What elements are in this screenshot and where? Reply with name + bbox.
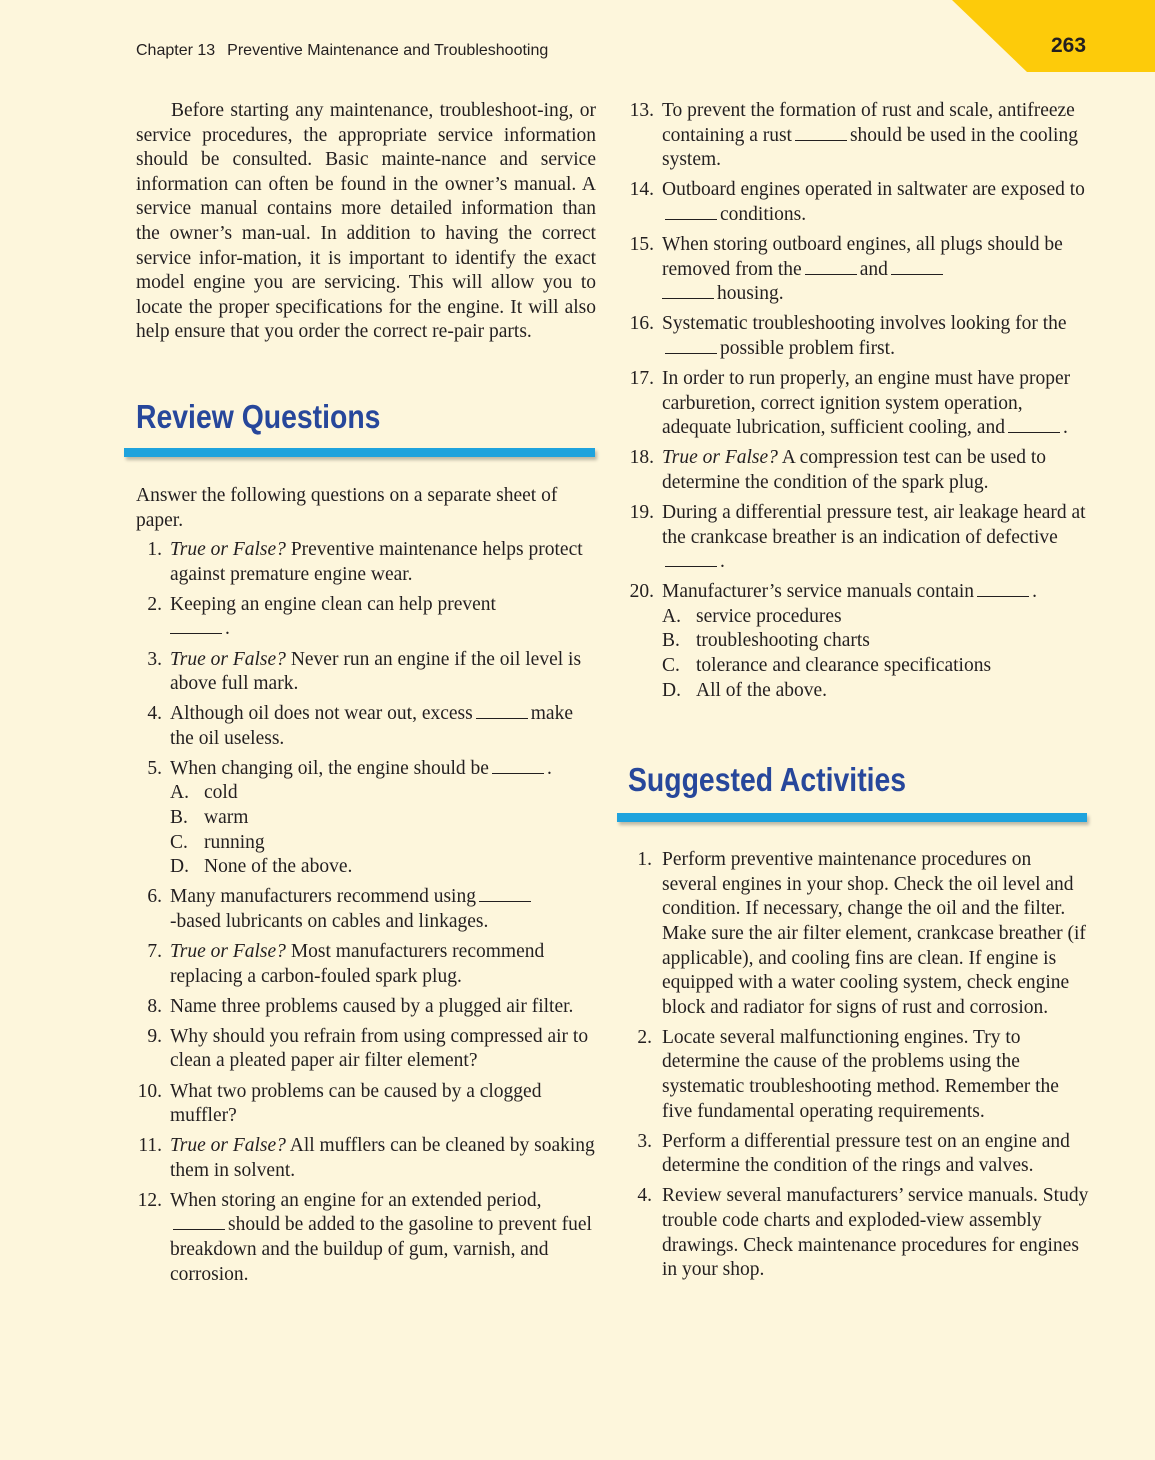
- question-text: A compression test can be used to determine the condition of the spark plug.: [662, 447, 1047, 493]
- question-list: [136, 538, 596, 1287]
- question-number: 11.: [138, 1135, 162, 1157]
- answer-blank: [492, 758, 544, 774]
- question-number: 5.: [147, 757, 162, 779]
- intro-line: nance and service information can often be found in the owner’s manual. A service manual contains more detailed information than the owner’s man-: [136, 149, 596, 244]
- question-text-end: possible problem first.: [720, 337, 895, 359]
- activity-item: [628, 848, 1090, 1020]
- question-item: [136, 757, 596, 880]
- option-item: [662, 629, 1090, 654]
- page-number: 263: [1051, 34, 1087, 57]
- option-item: [170, 855, 596, 880]
- answer-blank: [173, 1214, 225, 1230]
- question-text: Manufacturer’s service manuals contain: [662, 581, 975, 603]
- question-text-end: housing.: [717, 283, 784, 305]
- question-text: When changing oil, the engine should be: [170, 757, 489, 779]
- question-number: 9.: [147, 1025, 162, 1047]
- question-number: 2.: [147, 593, 162, 615]
- answer-blank: [805, 259, 857, 275]
- question-text: To prevent the formation of rust and scale, antifreeze containing a rust: [662, 100, 1075, 146]
- option-text: warm: [204, 807, 249, 829]
- question-text-end: .: [1062, 417, 1068, 439]
- question-text: Many manufacturers recommend using: [170, 886, 476, 908]
- question-item: [136, 940, 596, 989]
- option-text: None of the above.: [204, 856, 353, 878]
- answer-blank: [665, 338, 717, 354]
- chapter-title: Preventive Maintenance and Troubleshooting: [227, 42, 549, 59]
- question-item: [628, 312, 1090, 361]
- option-text: running: [204, 831, 265, 853]
- question-item: [628, 99, 1090, 173]
- option-list: [170, 781, 596, 879]
- intro-line: ual. In addition to having the correct service infor-: [136, 222, 596, 269]
- question-text-end: conditions.: [720, 203, 807, 225]
- question-number: 4.: [147, 703, 162, 725]
- activity-text: Perform a differential pressure test on an engine and determine the condition of the rings and valves.: [662, 1130, 1070, 1177]
- question-item: [136, 538, 596, 587]
- question-text: When storing an engine for an extended period,: [170, 1189, 542, 1211]
- question-item: [628, 446, 1090, 495]
- question-item: [136, 1080, 596, 1129]
- question-item: [628, 233, 1090, 307]
- answer-blank: [1008, 417, 1060, 433]
- question-text: During a differential pressure test, air leakage heard at the crankcase breather is an indication of defective: [662, 501, 1086, 548]
- running-head: [136, 42, 548, 60]
- question-text: Never run an engine if the oil level is above full mark.: [170, 648, 582, 695]
- question-item: [628, 580, 1090, 703]
- question-number: 20.: [629, 581, 654, 603]
- question-text-end: .: [1032, 581, 1037, 603]
- option-letter: D.: [662, 679, 681, 701]
- option-item: [662, 605, 1090, 630]
- question-item: [136, 702, 596, 751]
- answer-blank: [170, 618, 222, 634]
- question-text: Preventive maintenance helps protect against premature engine wear.: [170, 539, 583, 585]
- option-text: tolerance and clearance specifications: [696, 654, 992, 676]
- question-text-end: should be added to the gasoline to prevent fuel breakdown and the buildup of gum, varnish, and corrosion.: [170, 1214, 592, 1285]
- activity-item: [628, 1184, 1090, 1282]
- question-number: 18.: [629, 447, 654, 469]
- option-text: All of the above.: [696, 679, 828, 701]
- question-item: [136, 1189, 596, 1287]
- question-text-end: should be used in the cooling system.: [662, 124, 1078, 171]
- question-number: 8.: [147, 995, 162, 1017]
- activity-text: Perform preventive maintenance procedures on several engines in your shop. Check the oil level and condition. If necessary, change the oil and the filter. Make sure the air filter element, crankcase breather (if applicable), and cooling fins are clean. If engine is equipped with a water cooling system, check engine block and radiator for signs of rust and corrosion.: [662, 849, 1086, 1018]
- question-item: [136, 648, 596, 697]
- suggested-activities-heading: Suggested Activities: [628, 761, 907, 799]
- question-item: [628, 367, 1090, 441]
- question-number: 17.: [629, 367, 654, 389]
- option-text: cold: [204, 782, 238, 804]
- question-number: 3.: [147, 648, 162, 670]
- answer-blank: [795, 125, 847, 141]
- question-item: [136, 1025, 596, 1074]
- option-item: [170, 831, 596, 856]
- question-text: Although oil does not wear out, excess: [170, 703, 473, 725]
- option-item: [170, 806, 596, 831]
- option-letter: B.: [662, 630, 680, 652]
- question-item: [136, 885, 596, 934]
- answer-blank: [891, 259, 943, 275]
- question-number: 1.: [147, 539, 162, 561]
- question-text: Outboard engines operated in saltwater are exposed to: [662, 179, 1085, 201]
- activity-number: 3.: [637, 1130, 652, 1152]
- question-text-end: .: [720, 551, 725, 573]
- answer-blank: [665, 551, 717, 567]
- question-number: 7.: [147, 941, 162, 963]
- option-letter: A.: [662, 605, 681, 627]
- question-number: 12.: [137, 1189, 162, 1211]
- question-item: [136, 593, 596, 642]
- option-letter: D.: [170, 856, 189, 878]
- option-item: [662, 654, 1090, 679]
- answer-blank: [479, 886, 531, 902]
- activity-number: 1.: [637, 849, 652, 871]
- option-letter: A.: [170, 782, 189, 804]
- question-text-end: .: [225, 618, 230, 640]
- question-text: Name three problems caused by a plugged air filter.: [170, 995, 574, 1017]
- question-number: 19.: [629, 501, 654, 523]
- intro-line: Before starting any maintenance, troubleshoot-: [171, 100, 544, 121]
- intro-paragraph: [136, 99, 596, 345]
- question-text-end: -based lubricants on cables and linkages.: [170, 910, 489, 932]
- chapter-label: Chapter 13: [136, 42, 216, 59]
- true-false-label: True or False?: [170, 539, 286, 561]
- question-number: 15.: [629, 233, 654, 255]
- question-text: All mufflers can be cleaned by soaking them in solvent.: [170, 1135, 595, 1181]
- activity-item: [628, 1130, 1090, 1179]
- question-text: Systematic troubleshooting involves looking for the: [662, 313, 1067, 335]
- option-letter: B.: [170, 807, 188, 829]
- option-list: [662, 605, 1090, 703]
- right-column: [628, 99, 1090, 1288]
- option-item: [170, 781, 596, 806]
- question-item: [628, 178, 1090, 227]
- intro-line: ing, or service procedures, the appropriate service information should be consulted. Basic mainte-: [136, 100, 596, 171]
- intro-line: pair parts.: [453, 321, 532, 343]
- question-text-mid: and: [859, 258, 888, 280]
- activity-number: 4.: [637, 1185, 652, 1207]
- activity-number: 2.: [637, 1026, 652, 1048]
- true-false-label: True or False?: [170, 648, 286, 670]
- true-false-label: True or False?: [170, 1135, 286, 1157]
- left-column: [136, 99, 596, 1293]
- option-text: service procedures: [696, 605, 842, 627]
- answer-blank: [665, 204, 717, 220]
- answer-blank: [476, 703, 528, 719]
- question-text: When storing outboard engines, all plugs should be removed from the: [662, 233, 1063, 280]
- answer-blank: [662, 283, 714, 299]
- question-item: [628, 501, 1090, 575]
- question-number: 13.: [629, 100, 654, 121]
- true-false-label: True or False?: [662, 447, 778, 469]
- question-text-end: .: [546, 757, 552, 779]
- question-text-end: make the oil useless.: [170, 703, 573, 749]
- intro-line: mation, it is important to identify the exact model engine you are servicing. This will allow you to locate the proper specifications for the engine. It will also help ensure that you order the correct re-: [136, 247, 596, 343]
- question-text: What two problems can be caused by a clogged muffler?: [170, 1080, 542, 1127]
- question-text: Why should you refrain from using compressed air to clean a pleated paper air filter element?: [170, 1025, 589, 1072]
- question-item: [136, 1134, 596, 1183]
- option-text: troubleshooting charts: [696, 630, 870, 652]
- option-letter: C.: [662, 654, 680, 676]
- activity-text: Review several manufacturers’ service manuals. Study trouble code charts and exploded-view assembly drawings. Check maintenance procedures for engines in your shop.: [662, 1185, 1089, 1281]
- question-text: Keeping an engine clean can help prevent: [170, 593, 496, 615]
- review-questions-heading: Review Questions: [136, 397, 381, 435]
- question-number: 16.: [629, 313, 654, 335]
- option-item: [662, 679, 1090, 704]
- question-number: 10.: [137, 1080, 162, 1102]
- question-item: [136, 995, 596, 1020]
- question-list: [628, 99, 1090, 703]
- activity-list: [628, 848, 1090, 1283]
- review-instructions: Answer the following questions on a separate sheet of paper.: [136, 484, 558, 531]
- true-false-label: True or False?: [170, 941, 286, 963]
- option-letter: C.: [170, 831, 188, 853]
- answer-blank: [977, 581, 1029, 597]
- heading-rule: [617, 813, 1087, 822]
- question-text: Most manufacturers recommend replacing a carbon-fouled spark plug.: [170, 941, 545, 987]
- question-text: In order to run properly, an engine must have proper carburetion, correct ignition system operation, adequate lubrication, sufficient cooling, and: [662, 367, 1071, 439]
- heading-rule: [124, 448, 595, 457]
- activity-item: [628, 1026, 1090, 1124]
- question-number: 6.: [147, 886, 162, 908]
- question-number: 14.: [629, 179, 654, 201]
- activity-text: Locate several malfunctioning engines. Try to determine the cause of the problems using the systematic troubleshooting method. Remember the five fundamental operating requirements.: [662, 1026, 1059, 1122]
